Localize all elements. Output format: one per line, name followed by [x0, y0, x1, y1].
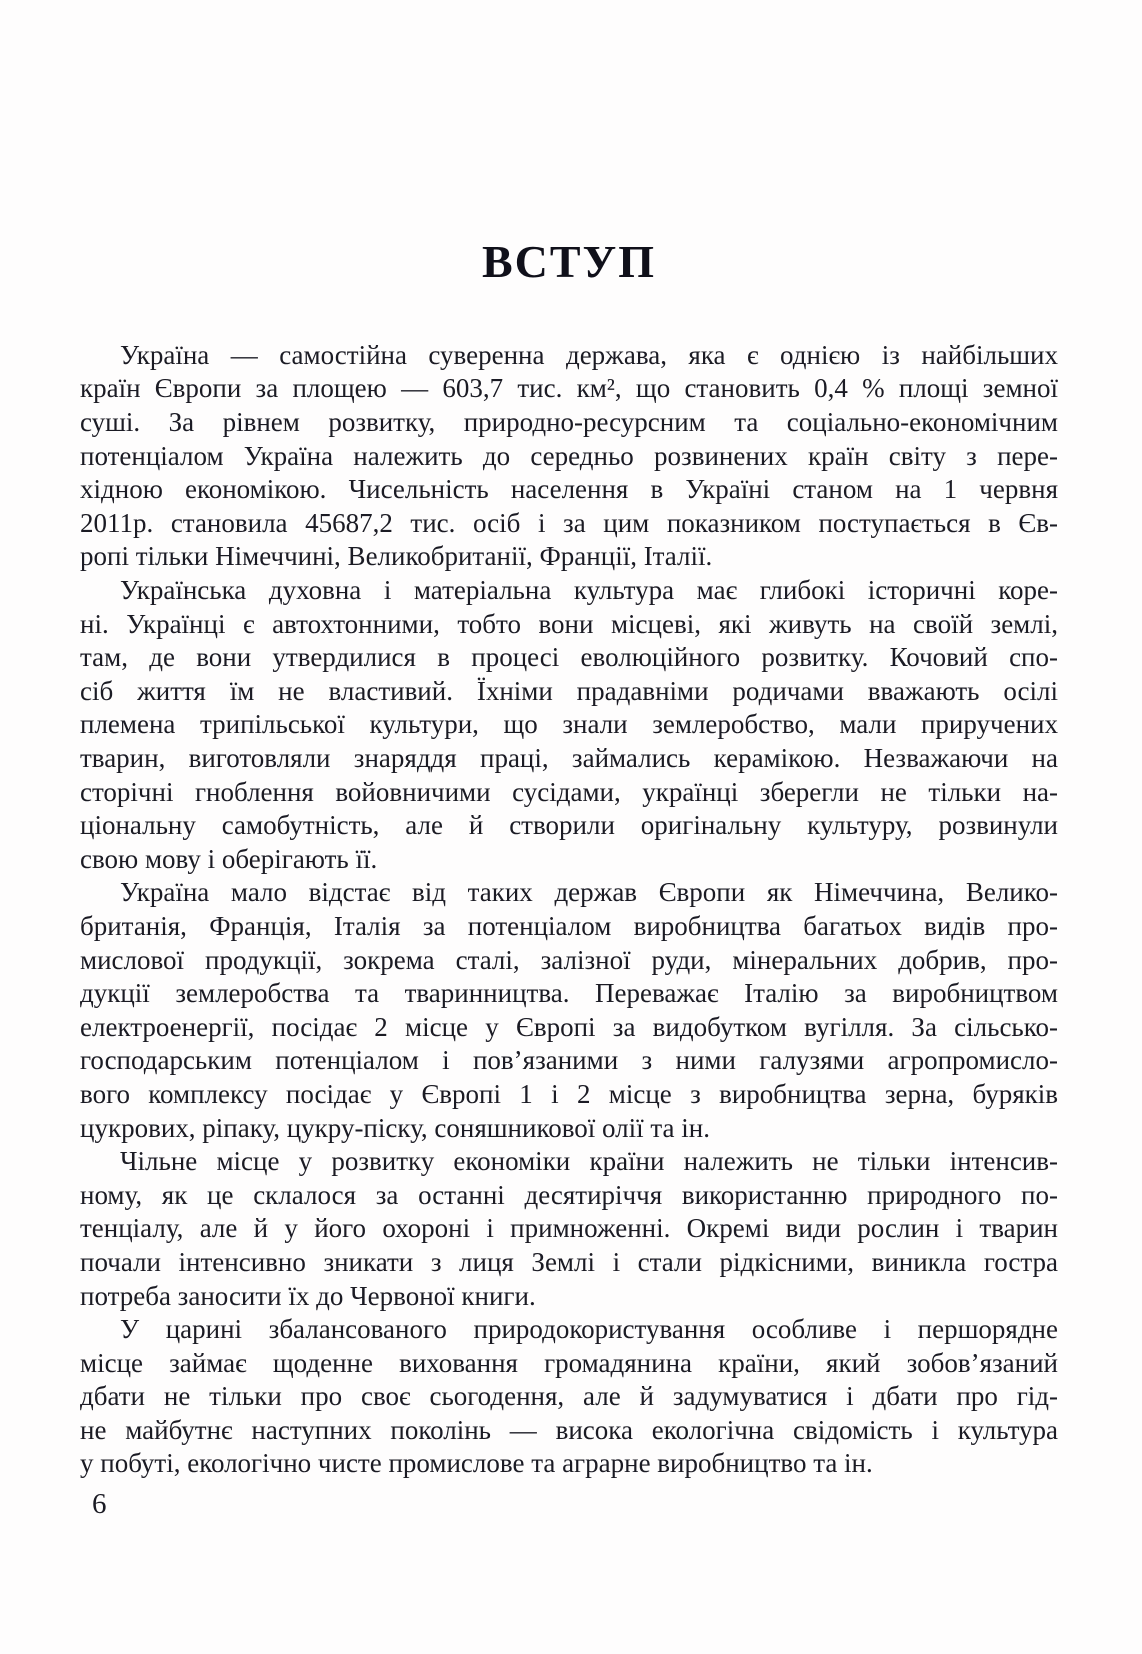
- text-line: країн Європи за площею — 603,7 тис. км², що становить 0,4 % площі земної: [80, 373, 1058, 404]
- text-line: Україна мало відстає від таких держав Європи як Німеччина, Велико-: [120, 877, 1058, 908]
- page-title: ВСТУП: [481, 236, 657, 287]
- text-line: У царині збалансованого природокористування особливе і першорядне: [120, 1314, 1058, 1345]
- text-line: місце займає щоденне виховання громадянина країни, який зобов’язаний: [80, 1347, 1058, 1378]
- text-line: Чільне місце у розвитку економіки країни належить не тільки інтенсив-: [120, 1146, 1058, 1177]
- text-line: потенціалом Україна належить до середньо розвинених країн світу з пере-: [80, 440, 1058, 471]
- paragraph-2: [80, 574, 1058, 876]
- text-line: потреба заносити їх до Червоної книги.: [80, 1280, 536, 1311]
- text-line: хідною економікою. Чисельність населення в Україні станом на 1 червня: [80, 474, 1058, 505]
- text-line: мислової продукції, зокрема сталі, залізної руди, мінеральних добрив, про-: [80, 944, 1058, 975]
- paragraph-1: [80, 339, 1058, 574]
- text-line: сіб життя їм не властивий. Їхніми прадавніми родичами вважають осілі: [80, 675, 1058, 706]
- paragraph-4: [80, 1145, 1058, 1313]
- page-number: 6: [92, 1488, 107, 1520]
- text-line: Українська духовна і матеріальна культура має глибокі історичні коре-: [120, 575, 1058, 606]
- text-line: вого комплексу посідає у Європі 1 і 2 місце з виробництва зерна, буряків: [80, 1078, 1058, 1109]
- text-line: господарським потенціалом і пов’язаними з ними галузями агропромисло-: [80, 1045, 1058, 1076]
- text-line: там, де вони утвердилися в процесі еволюційного розвитку. Кочовий спо-: [80, 642, 1058, 673]
- book-page: [80, 0, 1058, 1481]
- paragraph-3: [80, 876, 1058, 1145]
- text-line: 2011р. становила 45687,2 тис. осіб і за цим показником поступається в Єв-: [80, 507, 1058, 538]
- text-line: почали інтенсивно зникати з лиця Землі і стали рідкісними, виникла гостра: [80, 1246, 1058, 1277]
- text-line: дукції землеробства та тваринництва. Переважає Італію за виробництвом: [80, 978, 1058, 1009]
- text-line: електроенергії, посідає 2 місце у Європі за видобутком вугілля. За сільсько-: [80, 1011, 1058, 1042]
- text-line: дбати не тільки про своє сьогодення, але й задумуватися і дбати про гід-: [80, 1381, 1058, 1412]
- text-line: суші. За рівнем розвитку, природно-ресурсним та соціально-економічним: [80, 407, 1058, 438]
- text-line: сторічні гноблення войовничими сусідами, українці зберегли не тільки на-: [80, 776, 1058, 807]
- text-line: тенціалу, але й у його охороні і примноженні. Окремі види рослин і тварин: [80, 1213, 1058, 1244]
- text-line: ціональну самобутність, але й створили оригінальну культуру, розвинули: [80, 810, 1058, 841]
- body-text: [80, 339, 1058, 1481]
- paragraph-5: [80, 1313, 1058, 1481]
- text-line: британія, Франція, Італія за потенціалом виробництва багатьох видів про-: [80, 910, 1058, 941]
- text-line: у побуті, екологічно чисте промислове та аграрне виробництво та ін.: [80, 1448, 873, 1479]
- text-line: цукрових, ріпаку, цукру-піску, соняшникової олії та ін.: [80, 1112, 710, 1143]
- text-line: Україна — самостійна суверенна держава, яка є однією із найбільших: [120, 339, 1058, 370]
- text-line: ропі тільки Німеччині, Великобританії, Франції, Італії.: [80, 541, 713, 572]
- text-line: свою мову і оберігають її.: [80, 843, 378, 874]
- text-line: ному, як це склалося за останні десятиріччя використанню природного по-: [80, 1179, 1058, 1210]
- text-line: не майбутнє наступних поколінь — висока екологічна свідомість і культура: [80, 1414, 1058, 1445]
- text-line: ні. Українці є автохтонними, тобто вони місцеві, які живуть на своїй землі,: [80, 608, 1058, 639]
- text-line: тварин, виготовляли знаряддя праці, займались керамікою. Незважаючи на: [80, 743, 1058, 774]
- text-line: племена трипільської культури, що знали землеробство, мали приручених: [80, 709, 1058, 740]
